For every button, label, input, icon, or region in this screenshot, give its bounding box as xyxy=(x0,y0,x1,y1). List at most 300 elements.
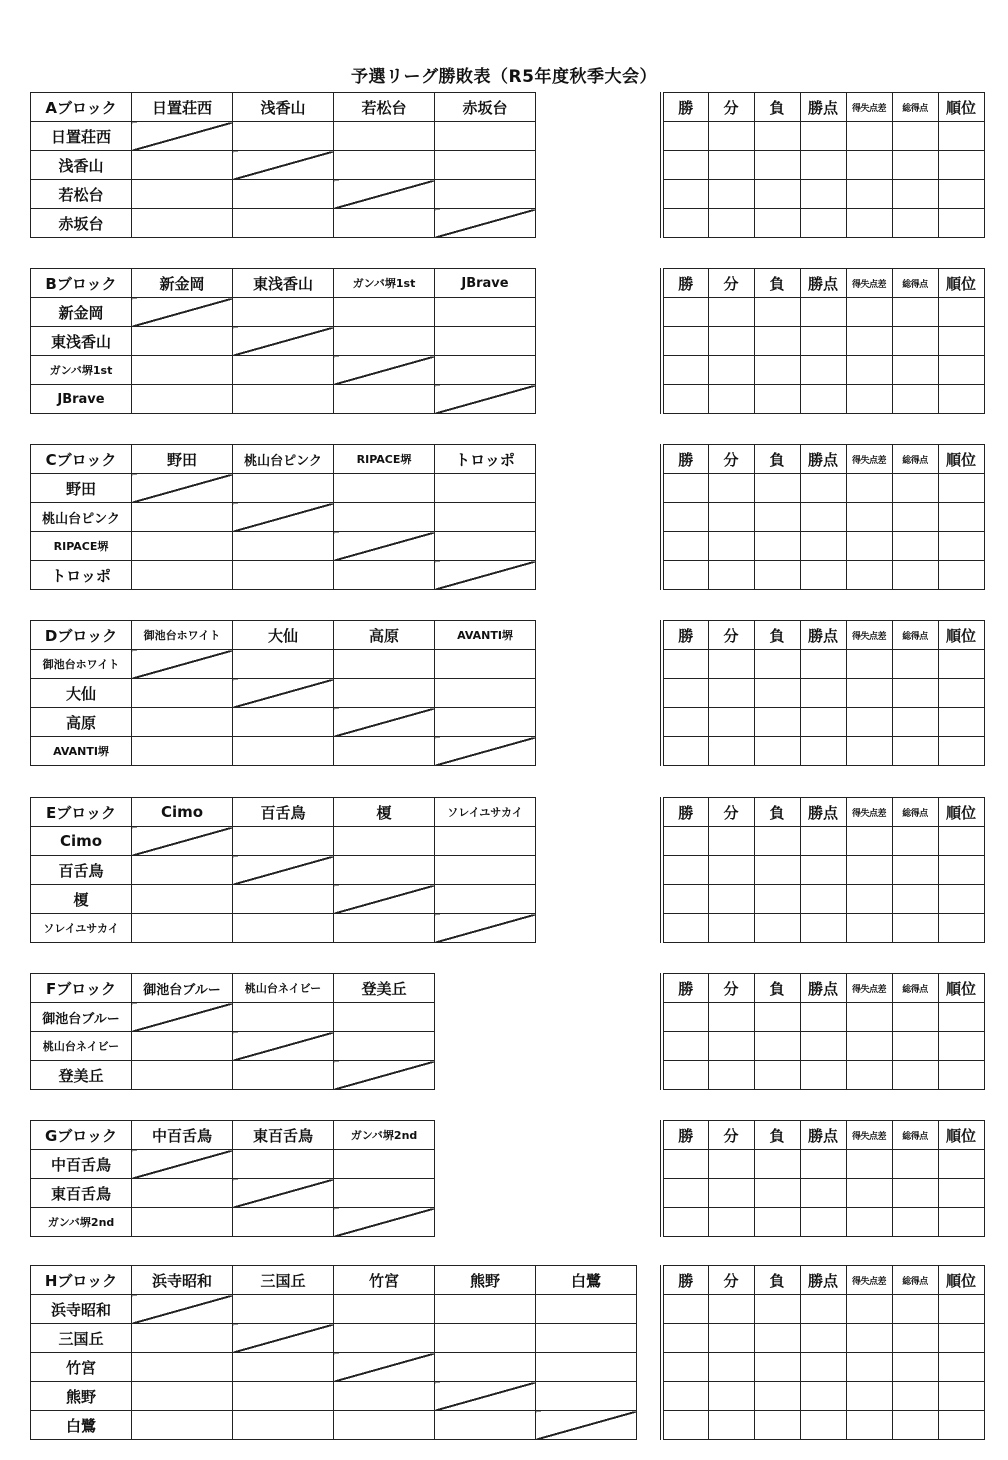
standings-cell[interactable] xyxy=(754,356,800,385)
standings-cell[interactable] xyxy=(846,385,892,414)
standings-cell[interactable] xyxy=(938,503,984,532)
standings-cell[interactable] xyxy=(662,1179,708,1208)
result-cell[interactable] xyxy=(132,561,233,590)
standings-cell[interactable] xyxy=(708,1353,754,1382)
result-cell[interactable] xyxy=(233,650,334,679)
standings-cell[interactable] xyxy=(708,856,754,885)
standings-cell[interactable] xyxy=(708,503,754,532)
result-cell[interactable] xyxy=(132,209,233,238)
standings-cell[interactable] xyxy=(846,827,892,856)
standings-cell[interactable] xyxy=(938,1324,984,1353)
standings-cell[interactable] xyxy=(938,561,984,590)
standings-cell[interactable] xyxy=(892,1179,938,1208)
result-cell[interactable] xyxy=(132,385,233,414)
standings-cell[interactable] xyxy=(938,1150,984,1179)
standings-cell[interactable] xyxy=(938,180,984,209)
standings-cell[interactable] xyxy=(800,503,846,532)
standings-cell[interactable] xyxy=(846,1208,892,1237)
standings-cell[interactable] xyxy=(754,209,800,238)
standings-cell[interactable] xyxy=(708,827,754,856)
result-cell[interactable] xyxy=(334,561,435,590)
result-cell[interactable] xyxy=(435,532,536,561)
result-cell[interactable] xyxy=(334,1032,435,1061)
standings-cell[interactable] xyxy=(892,914,938,943)
standings-cell[interactable] xyxy=(662,1411,708,1440)
result-cell[interactable] xyxy=(233,737,334,766)
standings-cell[interactable] xyxy=(938,737,984,766)
standings-cell[interactable] xyxy=(800,679,846,708)
result-cell[interactable] xyxy=(435,180,536,209)
standings-cell[interactable] xyxy=(662,503,708,532)
standings-cell[interactable] xyxy=(754,1179,800,1208)
result-cell[interactable] xyxy=(132,356,233,385)
standings-cell[interactable] xyxy=(800,151,846,180)
standings-cell[interactable] xyxy=(892,1061,938,1090)
result-cell[interactable] xyxy=(334,856,435,885)
result-cell[interactable] xyxy=(233,1150,334,1179)
standings-cell[interactable] xyxy=(938,474,984,503)
standings-cell[interactable] xyxy=(846,474,892,503)
standings-cell[interactable] xyxy=(846,1150,892,1179)
result-cell[interactable] xyxy=(233,1411,334,1440)
result-cell[interactable] xyxy=(334,1324,435,1353)
standings-cell[interactable] xyxy=(892,298,938,327)
standings-cell[interactable] xyxy=(662,356,708,385)
standings-cell[interactable] xyxy=(754,327,800,356)
standings-cell[interactable] xyxy=(800,180,846,209)
result-cell[interactable] xyxy=(435,298,536,327)
standings-cell[interactable] xyxy=(800,474,846,503)
standings-cell[interactable] xyxy=(892,532,938,561)
result-cell[interactable] xyxy=(132,856,233,885)
standings-cell[interactable] xyxy=(708,1208,754,1237)
result-cell[interactable] xyxy=(233,1208,334,1237)
result-cell[interactable] xyxy=(132,914,233,943)
standings-cell[interactable] xyxy=(800,209,846,238)
result-cell[interactable] xyxy=(132,151,233,180)
standings-cell[interactable] xyxy=(892,679,938,708)
standings-cell[interactable] xyxy=(708,679,754,708)
standings-cell[interactable] xyxy=(662,827,708,856)
standings-cell[interactable] xyxy=(938,827,984,856)
result-cell[interactable] xyxy=(132,1324,233,1353)
standings-cell[interactable] xyxy=(938,708,984,737)
standings-cell[interactable] xyxy=(938,298,984,327)
standings-cell[interactable] xyxy=(938,1411,984,1440)
standings-cell[interactable] xyxy=(892,503,938,532)
standings-cell[interactable] xyxy=(846,151,892,180)
result-cell[interactable] xyxy=(435,122,536,151)
standings-cell[interactable] xyxy=(800,650,846,679)
standings-cell[interactable] xyxy=(800,1003,846,1032)
standings-cell[interactable] xyxy=(892,737,938,766)
result-cell[interactable] xyxy=(132,1061,233,1090)
standings-cell[interactable] xyxy=(846,1179,892,1208)
result-cell[interactable] xyxy=(435,679,536,708)
result-cell[interactable] xyxy=(435,356,536,385)
standings-cell[interactable] xyxy=(800,856,846,885)
standings-cell[interactable] xyxy=(846,1032,892,1061)
standings-cell[interactable] xyxy=(754,1032,800,1061)
standings-cell[interactable] xyxy=(708,474,754,503)
result-cell[interactable] xyxy=(334,650,435,679)
standings-cell[interactable] xyxy=(846,532,892,561)
result-cell[interactable] xyxy=(334,503,435,532)
standings-cell[interactable] xyxy=(754,1411,800,1440)
standings-cell[interactable] xyxy=(754,650,800,679)
standings-cell[interactable] xyxy=(800,1179,846,1208)
result-cell[interactable] xyxy=(334,1295,435,1324)
result-cell[interactable] xyxy=(132,532,233,561)
standings-cell[interactable] xyxy=(892,1208,938,1237)
standings-cell[interactable] xyxy=(938,885,984,914)
standings-cell[interactable] xyxy=(846,650,892,679)
result-cell[interactable] xyxy=(435,1324,536,1353)
result-cell[interactable] xyxy=(132,737,233,766)
standings-cell[interactable] xyxy=(892,151,938,180)
standings-cell[interactable] xyxy=(938,327,984,356)
standings-cell[interactable] xyxy=(754,1061,800,1090)
standings-cell[interactable] xyxy=(754,827,800,856)
result-cell[interactable] xyxy=(334,151,435,180)
standings-cell[interactable] xyxy=(938,650,984,679)
standings-cell[interactable] xyxy=(800,532,846,561)
standings-cell[interactable] xyxy=(662,737,708,766)
standings-cell[interactable] xyxy=(708,1003,754,1032)
standings-cell[interactable] xyxy=(754,856,800,885)
standings-cell[interactable] xyxy=(892,1295,938,1324)
result-cell[interactable] xyxy=(233,827,334,856)
result-cell[interactable] xyxy=(132,503,233,532)
result-cell[interactable] xyxy=(334,1382,435,1411)
result-cell[interactable] xyxy=(334,827,435,856)
standings-cell[interactable] xyxy=(892,1150,938,1179)
result-cell[interactable] xyxy=(132,708,233,737)
standings-cell[interactable] xyxy=(938,1061,984,1090)
result-cell[interactable] xyxy=(435,827,536,856)
standings-cell[interactable] xyxy=(708,650,754,679)
result-cell[interactable] xyxy=(233,561,334,590)
result-cell[interactable] xyxy=(233,1003,334,1032)
standings-cell[interactable] xyxy=(800,827,846,856)
standings-cell[interactable] xyxy=(938,209,984,238)
result-cell[interactable] xyxy=(233,385,334,414)
standings-cell[interactable] xyxy=(708,385,754,414)
standings-cell[interactable] xyxy=(662,1061,708,1090)
standings-cell[interactable] xyxy=(892,474,938,503)
result-cell[interactable] xyxy=(334,914,435,943)
standings-cell[interactable] xyxy=(662,1003,708,1032)
result-cell[interactable] xyxy=(132,1179,233,1208)
standings-cell[interactable] xyxy=(846,737,892,766)
standings-cell[interactable] xyxy=(662,1353,708,1382)
standings-cell[interactable] xyxy=(662,856,708,885)
standings-cell[interactable] xyxy=(938,856,984,885)
standings-cell[interactable] xyxy=(662,327,708,356)
standings-cell[interactable] xyxy=(662,209,708,238)
result-cell[interactable] xyxy=(233,708,334,737)
standings-cell[interactable] xyxy=(938,151,984,180)
result-cell[interactable] xyxy=(536,1382,637,1411)
standings-cell[interactable] xyxy=(846,708,892,737)
standings-cell[interactable] xyxy=(846,856,892,885)
standings-cell[interactable] xyxy=(938,356,984,385)
standings-cell[interactable] xyxy=(662,650,708,679)
standings-cell[interactable] xyxy=(662,1324,708,1353)
standings-cell[interactable] xyxy=(800,1382,846,1411)
standings-cell[interactable] xyxy=(800,1032,846,1061)
result-cell[interactable] xyxy=(233,885,334,914)
standings-cell[interactable] xyxy=(754,298,800,327)
standings-cell[interactable] xyxy=(662,1150,708,1179)
standings-cell[interactable] xyxy=(846,1003,892,1032)
standings-cell[interactable] xyxy=(892,1003,938,1032)
standings-cell[interactable] xyxy=(938,1179,984,1208)
result-cell[interactable] xyxy=(334,327,435,356)
result-cell[interactable] xyxy=(435,1411,536,1440)
result-cell[interactable] xyxy=(334,209,435,238)
standings-cell[interactable] xyxy=(938,1003,984,1032)
standings-cell[interactable] xyxy=(846,1295,892,1324)
standings-cell[interactable] xyxy=(846,1382,892,1411)
result-cell[interactable] xyxy=(334,474,435,503)
standings-cell[interactable] xyxy=(892,122,938,151)
standings-cell[interactable] xyxy=(800,1208,846,1237)
result-cell[interactable] xyxy=(536,1324,637,1353)
standings-cell[interactable] xyxy=(800,385,846,414)
standings-cell[interactable] xyxy=(800,1353,846,1382)
standings-cell[interactable] xyxy=(708,122,754,151)
result-cell[interactable] xyxy=(132,1353,233,1382)
standings-cell[interactable] xyxy=(892,1324,938,1353)
result-cell[interactable] xyxy=(132,1411,233,1440)
result-cell[interactable] xyxy=(435,1295,536,1324)
standings-cell[interactable] xyxy=(708,1061,754,1090)
result-cell[interactable] xyxy=(233,1353,334,1382)
standings-cell[interactable] xyxy=(846,327,892,356)
standings-cell[interactable] xyxy=(938,1208,984,1237)
standings-cell[interactable] xyxy=(754,1150,800,1179)
standings-cell[interactable] xyxy=(662,1295,708,1324)
standings-cell[interactable] xyxy=(800,1324,846,1353)
standings-cell[interactable] xyxy=(846,356,892,385)
standings-cell[interactable] xyxy=(846,1061,892,1090)
standings-cell[interactable] xyxy=(662,180,708,209)
standings-cell[interactable] xyxy=(754,1382,800,1411)
result-cell[interactable] xyxy=(435,327,536,356)
standings-cell[interactable] xyxy=(800,885,846,914)
standings-cell[interactable] xyxy=(708,1032,754,1061)
standings-cell[interactable] xyxy=(662,1382,708,1411)
result-cell[interactable] xyxy=(233,122,334,151)
standings-cell[interactable] xyxy=(892,650,938,679)
standings-cell[interactable] xyxy=(708,1411,754,1440)
result-cell[interactable] xyxy=(435,856,536,885)
standings-cell[interactable] xyxy=(892,1382,938,1411)
result-cell[interactable] xyxy=(334,1003,435,1032)
standings-cell[interactable] xyxy=(754,1324,800,1353)
standings-cell[interactable] xyxy=(708,1179,754,1208)
result-cell[interactable] xyxy=(435,1353,536,1382)
standings-cell[interactable] xyxy=(754,385,800,414)
result-cell[interactable] xyxy=(334,385,435,414)
standings-cell[interactable] xyxy=(892,1411,938,1440)
standings-cell[interactable] xyxy=(892,856,938,885)
standings-cell[interactable] xyxy=(892,1032,938,1061)
standings-cell[interactable] xyxy=(846,1411,892,1440)
standings-cell[interactable] xyxy=(754,679,800,708)
standings-cell[interactable] xyxy=(708,885,754,914)
standings-cell[interactable] xyxy=(662,385,708,414)
standings-cell[interactable] xyxy=(800,327,846,356)
standings-cell[interactable] xyxy=(754,532,800,561)
standings-cell[interactable] xyxy=(662,532,708,561)
result-cell[interactable] xyxy=(233,1382,334,1411)
standings-cell[interactable] xyxy=(708,1324,754,1353)
standings-cell[interactable] xyxy=(892,385,938,414)
result-cell[interactable] xyxy=(536,1295,637,1324)
standings-cell[interactable] xyxy=(938,122,984,151)
standings-cell[interactable] xyxy=(708,708,754,737)
standings-cell[interactable] xyxy=(892,209,938,238)
standings-cell[interactable] xyxy=(800,1295,846,1324)
standings-cell[interactable] xyxy=(938,385,984,414)
standings-cell[interactable] xyxy=(754,474,800,503)
standings-cell[interactable] xyxy=(662,679,708,708)
standings-cell[interactable] xyxy=(754,914,800,943)
result-cell[interactable] xyxy=(233,532,334,561)
standings-cell[interactable] xyxy=(800,1150,846,1179)
result-cell[interactable] xyxy=(334,122,435,151)
standings-cell[interactable] xyxy=(800,1061,846,1090)
standings-cell[interactable] xyxy=(938,532,984,561)
result-cell[interactable] xyxy=(233,180,334,209)
standings-cell[interactable] xyxy=(708,914,754,943)
standings-cell[interactable] xyxy=(846,1324,892,1353)
standings-cell[interactable] xyxy=(662,474,708,503)
standings-cell[interactable] xyxy=(846,1353,892,1382)
standings-cell[interactable] xyxy=(938,1032,984,1061)
standings-cell[interactable] xyxy=(708,151,754,180)
standings-cell[interactable] xyxy=(846,180,892,209)
result-cell[interactable] xyxy=(132,1382,233,1411)
standings-cell[interactable] xyxy=(662,1208,708,1237)
standings-cell[interactable] xyxy=(800,708,846,737)
result-cell[interactable] xyxy=(536,1353,637,1382)
standings-cell[interactable] xyxy=(892,180,938,209)
standings-cell[interactable] xyxy=(754,1295,800,1324)
standings-cell[interactable] xyxy=(708,1295,754,1324)
result-cell[interactable] xyxy=(132,1208,233,1237)
standings-cell[interactable] xyxy=(708,1382,754,1411)
standings-cell[interactable] xyxy=(892,1353,938,1382)
standings-cell[interactable] xyxy=(800,356,846,385)
standings-cell[interactable] xyxy=(708,561,754,590)
standings-cell[interactable] xyxy=(708,327,754,356)
standings-cell[interactable] xyxy=(800,1411,846,1440)
standings-cell[interactable] xyxy=(938,1295,984,1324)
standings-cell[interactable] xyxy=(662,298,708,327)
standings-cell[interactable] xyxy=(708,532,754,561)
standings-cell[interactable] xyxy=(892,327,938,356)
standings-cell[interactable] xyxy=(662,914,708,943)
standings-cell[interactable] xyxy=(708,356,754,385)
result-cell[interactable] xyxy=(435,503,536,532)
standings-cell[interactable] xyxy=(708,180,754,209)
standings-cell[interactable] xyxy=(938,679,984,708)
result-cell[interactable] xyxy=(435,151,536,180)
standings-cell[interactable] xyxy=(754,122,800,151)
result-cell[interactable] xyxy=(435,474,536,503)
result-cell[interactable] xyxy=(435,650,536,679)
standings-cell[interactable] xyxy=(754,708,800,737)
standings-cell[interactable] xyxy=(662,151,708,180)
standings-cell[interactable] xyxy=(892,827,938,856)
standings-cell[interactable] xyxy=(708,737,754,766)
standings-cell[interactable] xyxy=(800,298,846,327)
result-cell[interactable] xyxy=(233,209,334,238)
standings-cell[interactable] xyxy=(800,122,846,151)
standings-cell[interactable] xyxy=(662,708,708,737)
standings-cell[interactable] xyxy=(754,561,800,590)
result-cell[interactable] xyxy=(334,1150,435,1179)
result-cell[interactable] xyxy=(132,180,233,209)
standings-cell[interactable] xyxy=(892,561,938,590)
standings-cell[interactable] xyxy=(708,209,754,238)
result-cell[interactable] xyxy=(334,1179,435,1208)
standings-cell[interactable] xyxy=(800,561,846,590)
result-cell[interactable] xyxy=(132,327,233,356)
standings-cell[interactable] xyxy=(708,298,754,327)
standings-cell[interactable] xyxy=(938,914,984,943)
result-cell[interactable] xyxy=(132,1032,233,1061)
result-cell[interactable] xyxy=(435,708,536,737)
standings-cell[interactable] xyxy=(754,885,800,914)
standings-cell[interactable] xyxy=(754,503,800,532)
standings-cell[interactable] xyxy=(846,298,892,327)
standings-cell[interactable] xyxy=(846,209,892,238)
standings-cell[interactable] xyxy=(846,914,892,943)
result-cell[interactable] xyxy=(334,737,435,766)
standings-cell[interactable] xyxy=(892,885,938,914)
result-cell[interactable] xyxy=(132,679,233,708)
standings-cell[interactable] xyxy=(754,1003,800,1032)
result-cell[interactable] xyxy=(233,1061,334,1090)
standings-cell[interactable] xyxy=(846,503,892,532)
standings-cell[interactable] xyxy=(846,561,892,590)
standings-cell[interactable] xyxy=(662,1032,708,1061)
standings-cell[interactable] xyxy=(754,737,800,766)
standings-cell[interactable] xyxy=(938,1353,984,1382)
result-cell[interactable] xyxy=(334,679,435,708)
result-cell[interactable] xyxy=(233,356,334,385)
standings-cell[interactable] xyxy=(846,885,892,914)
standings-cell[interactable] xyxy=(754,151,800,180)
result-cell[interactable] xyxy=(334,1411,435,1440)
standings-cell[interactable] xyxy=(754,180,800,209)
result-cell[interactable] xyxy=(233,1295,334,1324)
standings-cell[interactable] xyxy=(846,122,892,151)
standings-cell[interactable] xyxy=(800,914,846,943)
standings-cell[interactable] xyxy=(662,561,708,590)
standings-cell[interactable] xyxy=(662,885,708,914)
standings-cell[interactable] xyxy=(754,1353,800,1382)
standings-cell[interactable] xyxy=(662,122,708,151)
standings-cell[interactable] xyxy=(892,708,938,737)
standings-cell[interactable] xyxy=(708,1150,754,1179)
result-cell[interactable] xyxy=(233,474,334,503)
result-cell[interactable] xyxy=(233,914,334,943)
